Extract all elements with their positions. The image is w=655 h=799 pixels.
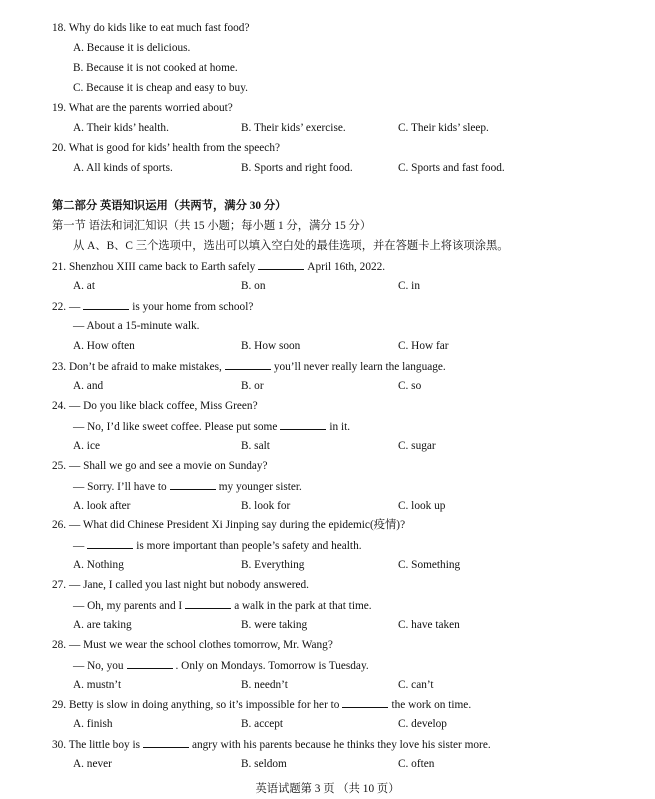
question-text: — [68,301,81,313]
option-a: A. Their kids’ health. [73,122,169,134]
answer-blank [83,299,129,310]
question-text: a walk in the park at that time. [234,600,372,612]
option-a: A. are taking [73,619,132,631]
dialogue-line: — Shall we go and see a movie on Sunday? [68,460,268,472]
option-b: B. Because it is not cooked at home. [73,62,238,74]
question-number: 21. [52,261,67,273]
option-b: B. look for [241,500,291,512]
option-b: B. needn’t [241,679,288,691]
question-23 [52,359,446,374]
question-text: — No, you [73,660,124,672]
option-a: A. All kinds of sports. [73,162,173,174]
option-a: A. at [73,280,95,292]
question-text: angry with his parents because he thinks they love his sister more. [191,739,491,751]
question-number: 26. [52,519,67,531]
question-22 [52,299,253,314]
option-b: B. Everything [241,559,305,571]
question-24 [52,399,258,413]
question-number: 24. [52,400,67,412]
question-18 [52,21,249,35]
question-text: is your home from school? [132,301,254,313]
option-a: A. finish [73,718,113,730]
question-text: — [73,540,85,552]
option-c: C. look up [398,500,446,512]
option-c: C. Something [398,559,461,571]
question-text: Don’t be afraid to make mistakes, [68,361,222,373]
question-text: — No, I’d like sweet coffee. Please put some [73,421,278,433]
answer-blank [87,538,133,549]
answer-blank [225,359,271,370]
question-30 [52,737,491,752]
question-19 [52,101,233,115]
answer-blank [185,598,231,609]
question-text: — Oh, my parents and I [73,600,183,612]
option-a: A. Because it is delicious. [73,42,191,54]
question-number: 22. [52,301,67,313]
option-a: A. Nothing [73,559,124,571]
question-text: Betty is slow in doing anything, so it’s impossible for her to [68,699,340,711]
question-number: 29. [52,699,67,711]
question-text: . Only on Mondays. Tomorrow is Tuesday. [175,660,369,672]
option-c: C. develop [398,718,447,730]
question-28 [52,638,333,652]
question-number: 20. [52,142,67,154]
answer-blank [143,737,189,748]
question-29 [52,697,471,712]
option-c: C. in [398,280,420,292]
option-b: B. were taking [241,619,308,631]
dialogue-line: — Must we wear the school clothes tomorrow, Mr. Wang? [68,639,333,651]
dialogue-line: — Jane, I called you last night but nobody answered. [68,579,309,591]
option-c: C. Their kids’ sleep. [398,122,489,134]
page-footer: 英语试题第 3 页 （共 10 页） [255,783,400,795]
option-c: C. can’t [398,679,434,691]
question-number: 23. [52,361,67,373]
question-stem: Why do kids like to eat much fast food? [68,22,250,34]
question-number: 28. [52,639,67,651]
question-text: April 16th, 2022. [307,261,386,273]
question-text: Shenzhou XIII came back to Earth safely [68,261,256,273]
question-text: my younger sister. [218,481,302,493]
option-b: B. accept [241,718,284,730]
answer-blank [170,479,216,490]
question-21 [52,259,385,274]
option-b: B. on [241,280,266,292]
answer-blank [258,259,304,270]
option-c: C. Because it is cheap and easy to buy. [73,82,248,94]
option-a: A. and [73,380,104,392]
option-c: C. so [398,380,422,392]
question-text: you’ll never really learn the language. [273,361,446,373]
option-b: B. Their kids’ exercise. [241,122,346,134]
dialogue-line [73,538,362,553]
question-text: — Sorry. I’ll have to [73,481,167,493]
question-number: 27. [52,579,67,591]
option-a: A. look after [73,500,131,512]
section-instruction: 从 A、B、C 三个选项中，选出可以填入空白处的最佳选项，并在答题卡上将该项涂黑。 [73,240,509,252]
option-c: C. sugar [398,440,436,452]
option-b: B. salt [241,440,270,452]
dialogue-line [73,658,369,673]
question-number: 25. [52,460,67,472]
option-b: B. How soon [241,340,301,352]
dialogue-line: — Do you like black coffee, Miss Green? [68,400,258,412]
option-a: A. ice [73,440,100,452]
option-a: A. mustn’t [73,679,122,691]
option-b: B. seldom [241,758,287,770]
question-text: The little boy is [68,739,140,751]
option-b: B. or [241,380,264,392]
option-a: A. How often [73,340,135,352]
question-27 [52,578,309,592]
question-stem: What are the parents worried about? [68,102,233,114]
question-number: 19. [52,102,67,114]
answer-blank [342,697,388,708]
question-number: 18. [52,22,67,34]
dialogue-line [73,419,350,434]
option-c: C. have taken [398,619,460,631]
question-26 [52,518,405,532]
dialogue-line: — What did Chinese President Xi Jinping say during the epidemic(疫情)? [68,519,406,531]
question-25 [52,459,268,473]
question-number: 30. [52,739,67,751]
dialogue-line [73,479,302,494]
question-20 [52,141,280,155]
option-c: C. How far [398,340,449,352]
question-text: the work on time. [391,699,472,711]
option-a: A. never [73,758,112,770]
option-b: B. Sports and right food. [241,162,353,174]
question-text: in it. [329,421,351,433]
option-c: C. often [398,758,435,770]
answer-blank [127,658,173,669]
option-c: C. Sports and fast food. [398,162,505,174]
question-text: is more important than people’s safety and health. [136,540,362,552]
section-subtitle: 第一节 语法和词汇知识（共 15 小题；每小题 1 分，满分 15 分） [52,220,372,232]
dialogue-line: — About a 15-minute walk. [73,320,200,332]
section-title: 第二部分 英语知识运用（共两节，满分 30 分） [52,200,287,212]
question-stem: What is good for kids’ health from the speech? [68,142,280,154]
dialogue-line [73,598,372,613]
answer-blank [280,419,326,430]
